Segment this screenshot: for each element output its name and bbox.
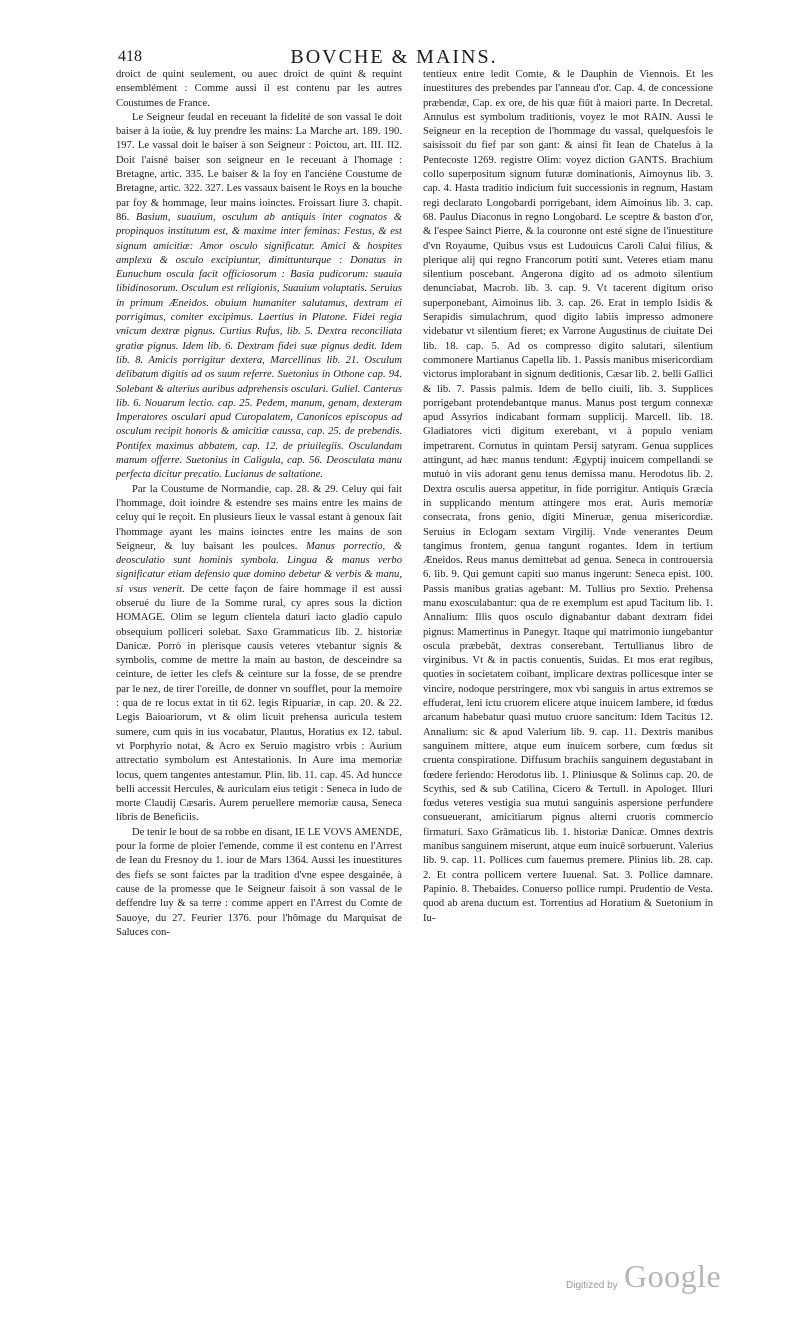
page-header <box>118 46 670 70</box>
left-paragraph-4-text: De cette façon de faire hommage il est aussi obserué du liure de la Somme rural, cy apres sous la diction HOMAGE. Olim se legum clientela daturi iacto gladio capulo obsequium polliceri solebat. Saxo Grammaticus lib. 2. historiæ Danicæ. Porrò in plerisque causis veteres vtebantur signis & symbolis, comme de mettre la main au baston, de desceindre sa ceinture, de ietter les clefs & ceinture sur la fosse, de se prendre par le nez, de tirer l'oreille, de donner vn soufflet, pour la memoire : qua de re locus extat in tit 62. legis Ripuariæ, in cap. 20. & 22. Legis Baioariorum, vt & olim licuit prehensa auricula testem sumere, cum quis in ius vocabatur, Plautus, Horatius ex 12. tabul. vt Porphyrio notat, & Acro ex Seruio magistro vrbis : Aurium attrectatio symbolum est Antestationis. In Aure ima memoriæ locus, quem tangentes antestamur. Plin. lib. 11. cap. 45. Ad huncce belli accessit Hercules, & auriculam eius tetigit : Seneca in ludo de morte Claudij Cæsaris. Aurem peruellere memoriæ causa, Seneca libris de Beneficiis. <box>116 583 402 824</box>
left-paragraph-1: droict de quint seulement, ou auec droict de quint & requint ensemblément : Comme aussi il est contenu par les autres Coustumes de France. <box>116 69 402 109</box>
left-paragraph-2-text: Le Seigneur feudal en receuant la fidelité de son vassal le doit baiser à la ioüe, & luy prendre les mains: La Marche art. 189. 190. 197. Le vassal doit le baiser à son Seigneur : Poictou, art. III. II2. Doit l'aisné baiser son seigneur en le receuant à l'homage : Bretagne, artic. 335. Le baiser & la foy en l'anciéne Coustume de Bretagne, artic. 322. 327. Les vassaux baisent le Roys en la bouche par foy & hommage, leur mains ioinctes. Froissart liure 3. chapit. 86. <box>116 111 402 223</box>
digitized-by-label: Digitized by <box>566 1280 618 1291</box>
left-paragraph-2-latin: Basium, suauium, osculum ab antiquis inter cognatos & propinquos institutum est, & maxime inter feminas: Festus, & est signum amicitiæ: Amor osculo significatur. Amici & hospites amplexu & osculo excipiuntur, dimittunturque : Donatus in Eunuchum oscula facit officiosorum : Basia pudicorum: suauia libidinosorum. Osculum est religionis, Suauium voluptatis. Seruius in primum Æneidos. obuium humaniter salutamus, dextram ei porrigimus, comiter excipimus. Laertius in Platone. Fidei regia vnicum dextræ pignus. Curtius Rufus, lib. 5. Dextra reconciliata gratiæ pignus. Idem lib. 6. Dextram fidei suæ pignus dedit. Idem lib. 8. Amicis porrigitur dextera, Marcellinus lib. 21. Osculum delibatum digitis ad os suum referre. Suetonius in Othone cap. 94. Solebant & alterius auribus adprehensis osculari. Guliel. Canterus lib. 6. Nouarum lectio. cap. 25. Pedem, manum, genam, dexteram Imperatores osculari apud Curopalatem, Canonicos episcopus ad osculum recipit honoris & amicitiæ caussa, cap. 25. de prebendis. Pontifex maximus abbatem, cap. 12. de priuilegiis. Osculandam manum offerre. Suetonius in Caligula, cap. 56. Deosculata manu perfecta dicitur precatio. Lucianus de saltatione. <box>116 211 402 481</box>
left-column <box>116 68 402 1180</box>
right-column <box>423 68 713 1180</box>
left-paragraph-3-latin: Manus porrectio, & deosculatio sunt hominis symbola. Lingua & manus verbo significatur etiam defensio quæ domino debetur & verbis & manu, si vsus venerit. <box>116 540 402 595</box>
running-title: BOVCHE & MAINS. <box>290 46 498 68</box>
left-paragraph-3 <box>116 483 402 826</box>
left-paragraph-5: De tenir le bout de sa robbe en disant, IE LE VOVS AMENDE, pour la forme de ploier l'emende, comme il est contenu en l'Arrest de Iean du Fresnoy du 1. iour de Mars 1364. Aussi les inuestitures des fiefs se sont faictes par la tradition d'vne espee desgainée, à cause de la promesse que le Seigneur faisoit à son vassal de le deffendre luy & sa terre : comme appert en l'Arrest du Comte de Sauoye, du 27. Feurier 1376. pour l'hômage du Marquisat de Saluces con- <box>116 826 402 938</box>
digitized-watermark <box>566 1258 766 1298</box>
left-paragraph-2 <box>116 111 402 483</box>
right-paragraph-1: tentieux entre ledit Comte, & le Dauphin de Viennois. Et les inuestitures des prebendes par l'anneau d'or. Cap. 4. de concessione præbendæ, Cap. ex ore, de his quæ fiūt à maiori parte. In Decretal. Annulus est symbolum traditionis, voyez le mot RAIN. Aussi le Seigneur en la reception de l'hommage du vassal, quelquesfois le saisissoit du fief par son gant: & ainsi fit Iean de Chatelus à la Pentecoste 1269. registre Olim: voyez diction GANTS. Brachium collo superpositum signum futuræ dominationis, Aimoynus lib. 3. cap. 4. Hasta traditio indicium fuit successionis in regnum, Hastam regi declarato Longobardi porrigebant, idem Aimoinus lib. 3. cap. 68. Paulus Diaconus in regno Longobard. Le sceptre & baston d'or, & l'espee Sainct Pierre, & la couronne ont esté signe de l'inuestiture d'vn Royaume, Quibus vsus est Ludouicus Caroli Calui filius, & plerique alij qui regno Francorum potiti sunt. Veteres etiam manu silentium poscebant. Angerona digito ad os admoto silentium denunciabat, Macrob. lib. 3. cap. 9. Vt tacerent digitum oriso superponebant, Aimoinus lib. 3. cap. 26. Erat in templo Isidis & Serapidis simulachrum, quod digito labiis impresso admonere videbatur vt silentium fieret; ex Varrone Augustinus de ciuitate Dei lib. 18. cap. 5. Ad os compresso digito salutari, silentium commonere Martianus Capella lib. 1. Passis manibus misericordiam victorus implorabant in signum deditionis, Cæsar lib. 2. belli Gallici & lib. 7. Passis palmis. Idem de bello ciuili, lib. 3. Supplices porrigebant protendebantque manus. Manus post tergum connexæ apud Assyrios indicabant formam supplicij. Marcell. lib. 18. Gladiatores victi digitum exerebant, vt à populo veniam impetrarent. Cornutus in quintam Persij satyram. Genua supplices attingunt, ad hæc manus tendunt: Ægyptij inuicem compellandi se mutuò in viis adorant genu tenus demissa manu. Herodotus lib. 2. Dextra osculis auersa appetitur, in fide porrigitur. Antiquis Græcia in supplicando mentum attingere mos erat. Auris memoriæ consecrata, frons genio, digiti Mineruæ, genua misericordiæ. Seruius in Eclogam sextam Virgilij. Vnde venerantes Deum tangimus frontem, genua tangunt rogantes. Idem in tertium Æneidos. Reus manus demittebat ad genua. Seneca in controuersia 6. lib. 9. Qui gemunt capiti suo manus ingerunt: Seneca epist. 100. Passis manibus gratias agebant: M. Tullius pro Sextio. Prehensa manu exosculabantur: qua de re exemplum est apud Tacitum lib. 1. Annalium: Illis quos osculo dignabantur dabant dextram fidei pignus: Mamertinus in Panegyr. Itaque qui matrimonio iungebantur oscula præbebāt, dextras conserebant. Tertullianus libro de virginibus. Vt & in pactis conuentis, Suidas. Et mos erat regibus, quoties in societatem coibant, implicare dextras pollicesque inter se vincire, nodoque perstringere, mox vbi sanguis in artus extremos se effuderat, leni ictu cruorem elicere atque inuicem lambere, id fœdus arcanum habebatur quasi mutuo cruore sancitum: Idem Tacitus 12. Annalium: sic & apud Valerium lib. 9. cap. 11. Dextris manibus sanguinem mittere, atque eum inuicem sorbere, cum fœdus sit cruenta conspiratione. Diffusum brachiis sanguinem degustabant in fœdere feriendo: Herodotus lib. 1. Pliniusque & Solinus cap. 20. de Scythis, sed & sub Catilina, Cicero & Tertull. in Apologet. Illuri fœdus veteres vestigia sua mutui sanguinis aspersione perfundere consueuerant, amicitiarum pignus alterni cruoris commercio firmaturi. Saxo Grāmaticus lib. 1. historiæ Danicæ. Omnes dextris manibus sanguinem miserunt, atque eum inuicē sorbuerunt. Valerius lib. 9. cap. 11. Pollices cum fauemus premere. Plinius lib. 28. cap. 2. Et contra pollicem vertere Iuuenal. Sat. 3. Pollice damnare. Papinio. 8. Thebaides. Conuerso pollice rumpi. Prudentio de Vesta. quod ab arena ductum est. Torrentius ad Horatium & Suetonium in Iu- <box>423 69 713 924</box>
page-number: 418 <box>118 48 142 65</box>
google-logo: Google <box>624 1258 722 1294</box>
left-paragraph-3-text: Par la Coustume de Normandie, cap. 28. & 29. Celuy qui fait l'hommage, doit ioindre & estendre ses mains entre les mains de celuy qui le reçoit. En plusieurs lieux le vassal estant à genoux fait l'hommage ayant les mains ioinctes entre les mains de son Seigneur, & luy baisant les poulces. <box>116 483 402 552</box>
